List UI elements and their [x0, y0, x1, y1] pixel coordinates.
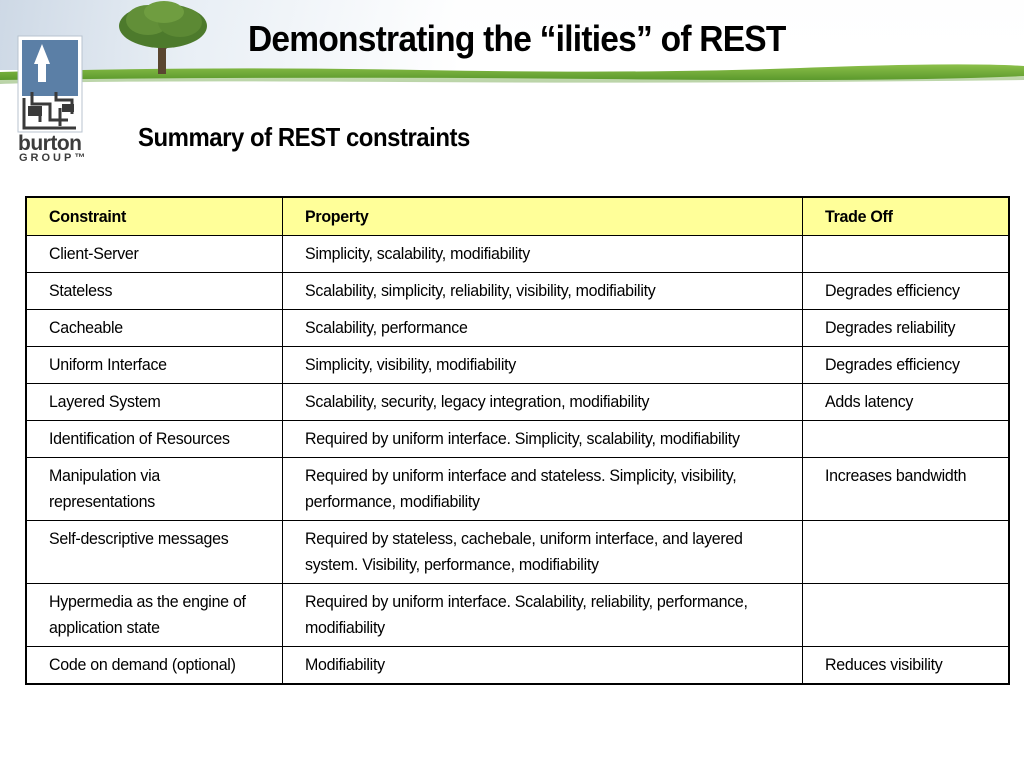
- logo-subtext: GROUP™: [19, 152, 89, 164]
- trade-off-cell: Increases bandwidth: [802, 457, 1009, 520]
- property-cell: Required by stateless, cachebale, uniform interface, and layered system. Visibility, performance, modifiability: [282, 520, 802, 583]
- property-cell: Simplicity, visibility, modifiability: [282, 346, 802, 383]
- logo-wordmark: burton: [18, 132, 82, 155]
- property-cell: Scalability, performance: [282, 309, 802, 346]
- constraint-cell: Manipulation via representations: [26, 457, 282, 520]
- constraint-cell: Cacheable: [26, 309, 282, 346]
- trade-off-cell: Adds latency: [802, 383, 1009, 420]
- property-cell: Required by uniform interface. Scalability, reliability, performance, modifiability: [282, 583, 802, 646]
- table-row: [26, 420, 1009, 457]
- table-row: [26, 646, 1009, 684]
- slide-title: Demonstrating the “ilities” of REST: [248, 18, 786, 59]
- property-cell: Scalability, simplicity, reliability, visibility, modifiability: [282, 272, 802, 309]
- constraint-cell: Hypermedia as the engine of application state: [26, 583, 282, 646]
- constraint-cell: Identification of Resources: [26, 420, 282, 457]
- table-row: [26, 520, 1009, 583]
- constraint-cell: Code on demand (optional): [26, 646, 282, 684]
- trade-off-cell: Reduces visibility: [802, 646, 1009, 684]
- property-cell: Required by uniform interface and stateless. Simplicity, visibility, performance, modifiability: [282, 457, 802, 520]
- trade-off-cell: Degrades efficiency: [802, 272, 1009, 309]
- constraint-cell: Self-descriptive messages: [26, 520, 282, 583]
- table-row: [26, 235, 1009, 272]
- constraints-table: [25, 196, 1010, 685]
- table-row: [26, 457, 1009, 520]
- trade-off-cell: Degrades reliability: [802, 309, 1009, 346]
- trade-off-cell: Degrades efficiency: [802, 346, 1009, 383]
- tree-icon: [108, 0, 218, 80]
- table-row: [26, 383, 1009, 420]
- table-header-row: [26, 197, 1009, 235]
- header-banner: [0, 0, 1024, 92]
- constraint-cell: Uniform Interface: [26, 346, 282, 383]
- trade-off-cell: [802, 235, 1009, 272]
- table-row: [26, 309, 1009, 346]
- header-constraint: Constraint: [26, 197, 282, 235]
- constraint-cell: Stateless: [26, 272, 282, 309]
- header-property: Property: [282, 197, 802, 235]
- property-cell: Simplicity, scalability, modifiability: [282, 235, 802, 272]
- slide-subtitle: Summary of REST constraints: [138, 122, 470, 152]
- trade-off-cell: [802, 583, 1009, 646]
- property-cell: Modifiability: [282, 646, 802, 684]
- table-row: [26, 346, 1009, 383]
- header-trade-off: Trade Off: [802, 197, 1009, 235]
- table-row: [26, 272, 1009, 309]
- constraint-cell: Layered System: [26, 383, 282, 420]
- trade-off-cell: [802, 520, 1009, 583]
- table-row: [26, 583, 1009, 646]
- property-cell: Required by uniform interface. Simplicity, scalability, modifiability: [282, 420, 802, 457]
- property-cell: Scalability, security, legacy integration, modifiability: [282, 383, 802, 420]
- trade-off-cell: [802, 420, 1009, 457]
- constraint-cell: Client-Server: [26, 235, 282, 272]
